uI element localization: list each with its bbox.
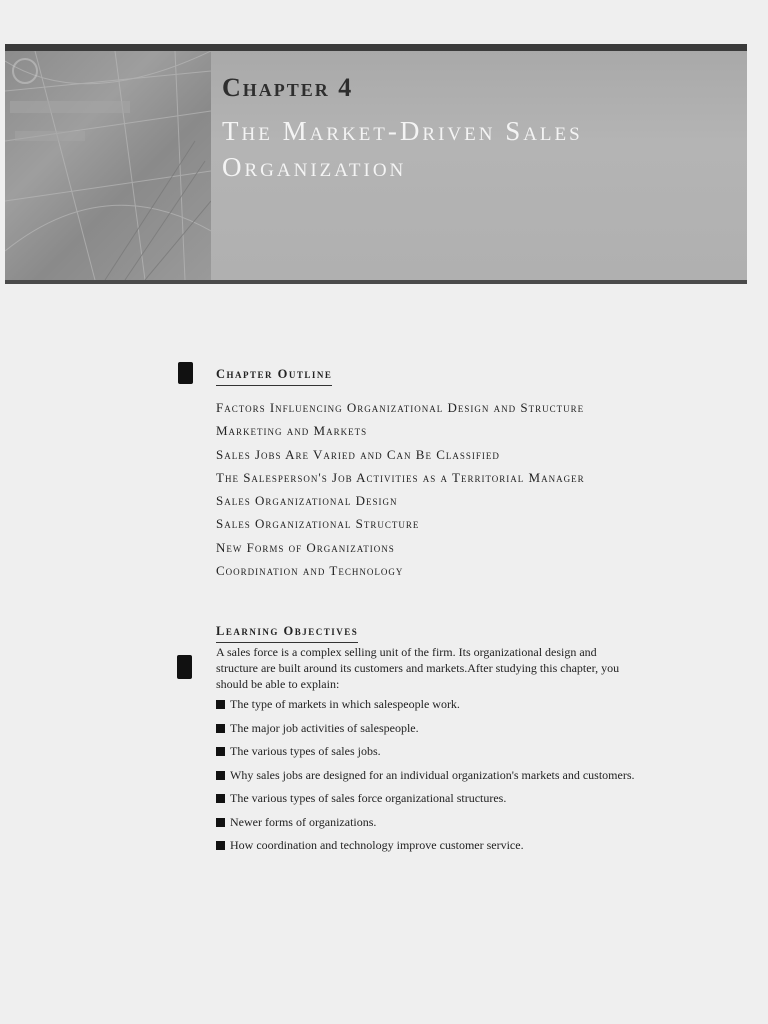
objective-text: The type of markets in which salespeople work. [230, 697, 460, 711]
outline-item: New Forms of Organizations [216, 539, 395, 555]
outline-item: Sales Organizational Structure [216, 516, 420, 532]
objective-text: The major job activities of salespeople. [230, 720, 419, 735]
objective-text: Newer forms of organizations. [230, 814, 377, 829]
objective-item [216, 791, 636, 806]
chapter-label: Chapter 4 [222, 73, 354, 102]
objectives-marker-icon [177, 655, 192, 679]
banner-illustration-graphic [5, 51, 211, 280]
chapter-banner [5, 44, 747, 284]
square-bullet-icon [216, 771, 225, 780]
chapter-title-line2: Organization [222, 152, 407, 182]
objectives-intro: A sales force is a complex selling unit of the firm. Its organizational design and structure are built around its customers and markets.After studying this chapter, you should be able to explain: [216, 645, 620, 691]
square-bullet-icon [216, 747, 225, 756]
outline-item: Sales Jobs Are Varied and Can Be Classified [216, 446, 500, 462]
learning-objectives-heading: Learning Objectives [216, 624, 358, 643]
objective-text: The various types of sales force organizational structures. [230, 791, 507, 805]
square-bullet-icon [216, 841, 225, 850]
chapter-title-line1: The Market-Driven Sales [222, 116, 583, 146]
outline-marker-icon [178, 362, 193, 384]
outline-item: Factors Influencing Organizational Design and Structure [216, 400, 585, 415]
objective-text: How coordination and technology improve customer service. [230, 838, 524, 852]
objective-item [216, 721, 636, 736]
chapter-outline-heading: Chapter Outline [216, 367, 332, 386]
objective-text: Why sales jobs are designed for an individual organization's markets and customers. [230, 767, 635, 782]
objective-item [216, 697, 636, 712]
square-bullet-icon [216, 700, 225, 709]
outline-item: Sales Organizational Design [216, 493, 398, 509]
objective-item [216, 838, 636, 853]
outline-item: Marketing and Markets [216, 423, 368, 439]
banner-illustration [5, 51, 211, 280]
chapter-title [222, 113, 722, 185]
objective-item [216, 768, 636, 783]
chapter-outline-list [216, 396, 585, 582]
square-bullet-icon [216, 724, 225, 733]
objective-text: The various types of sales jobs. [230, 744, 381, 758]
objective-item [216, 744, 636, 759]
learning-objectives-list [216, 697, 636, 862]
outline-item: Coordination and Technology [216, 563, 404, 579]
objective-item [216, 815, 636, 830]
square-bullet-icon [216, 818, 225, 827]
square-bullet-icon [216, 794, 225, 803]
outline-item: The Salesperson's Job Activities as a Territorial Manager [216, 469, 585, 485]
